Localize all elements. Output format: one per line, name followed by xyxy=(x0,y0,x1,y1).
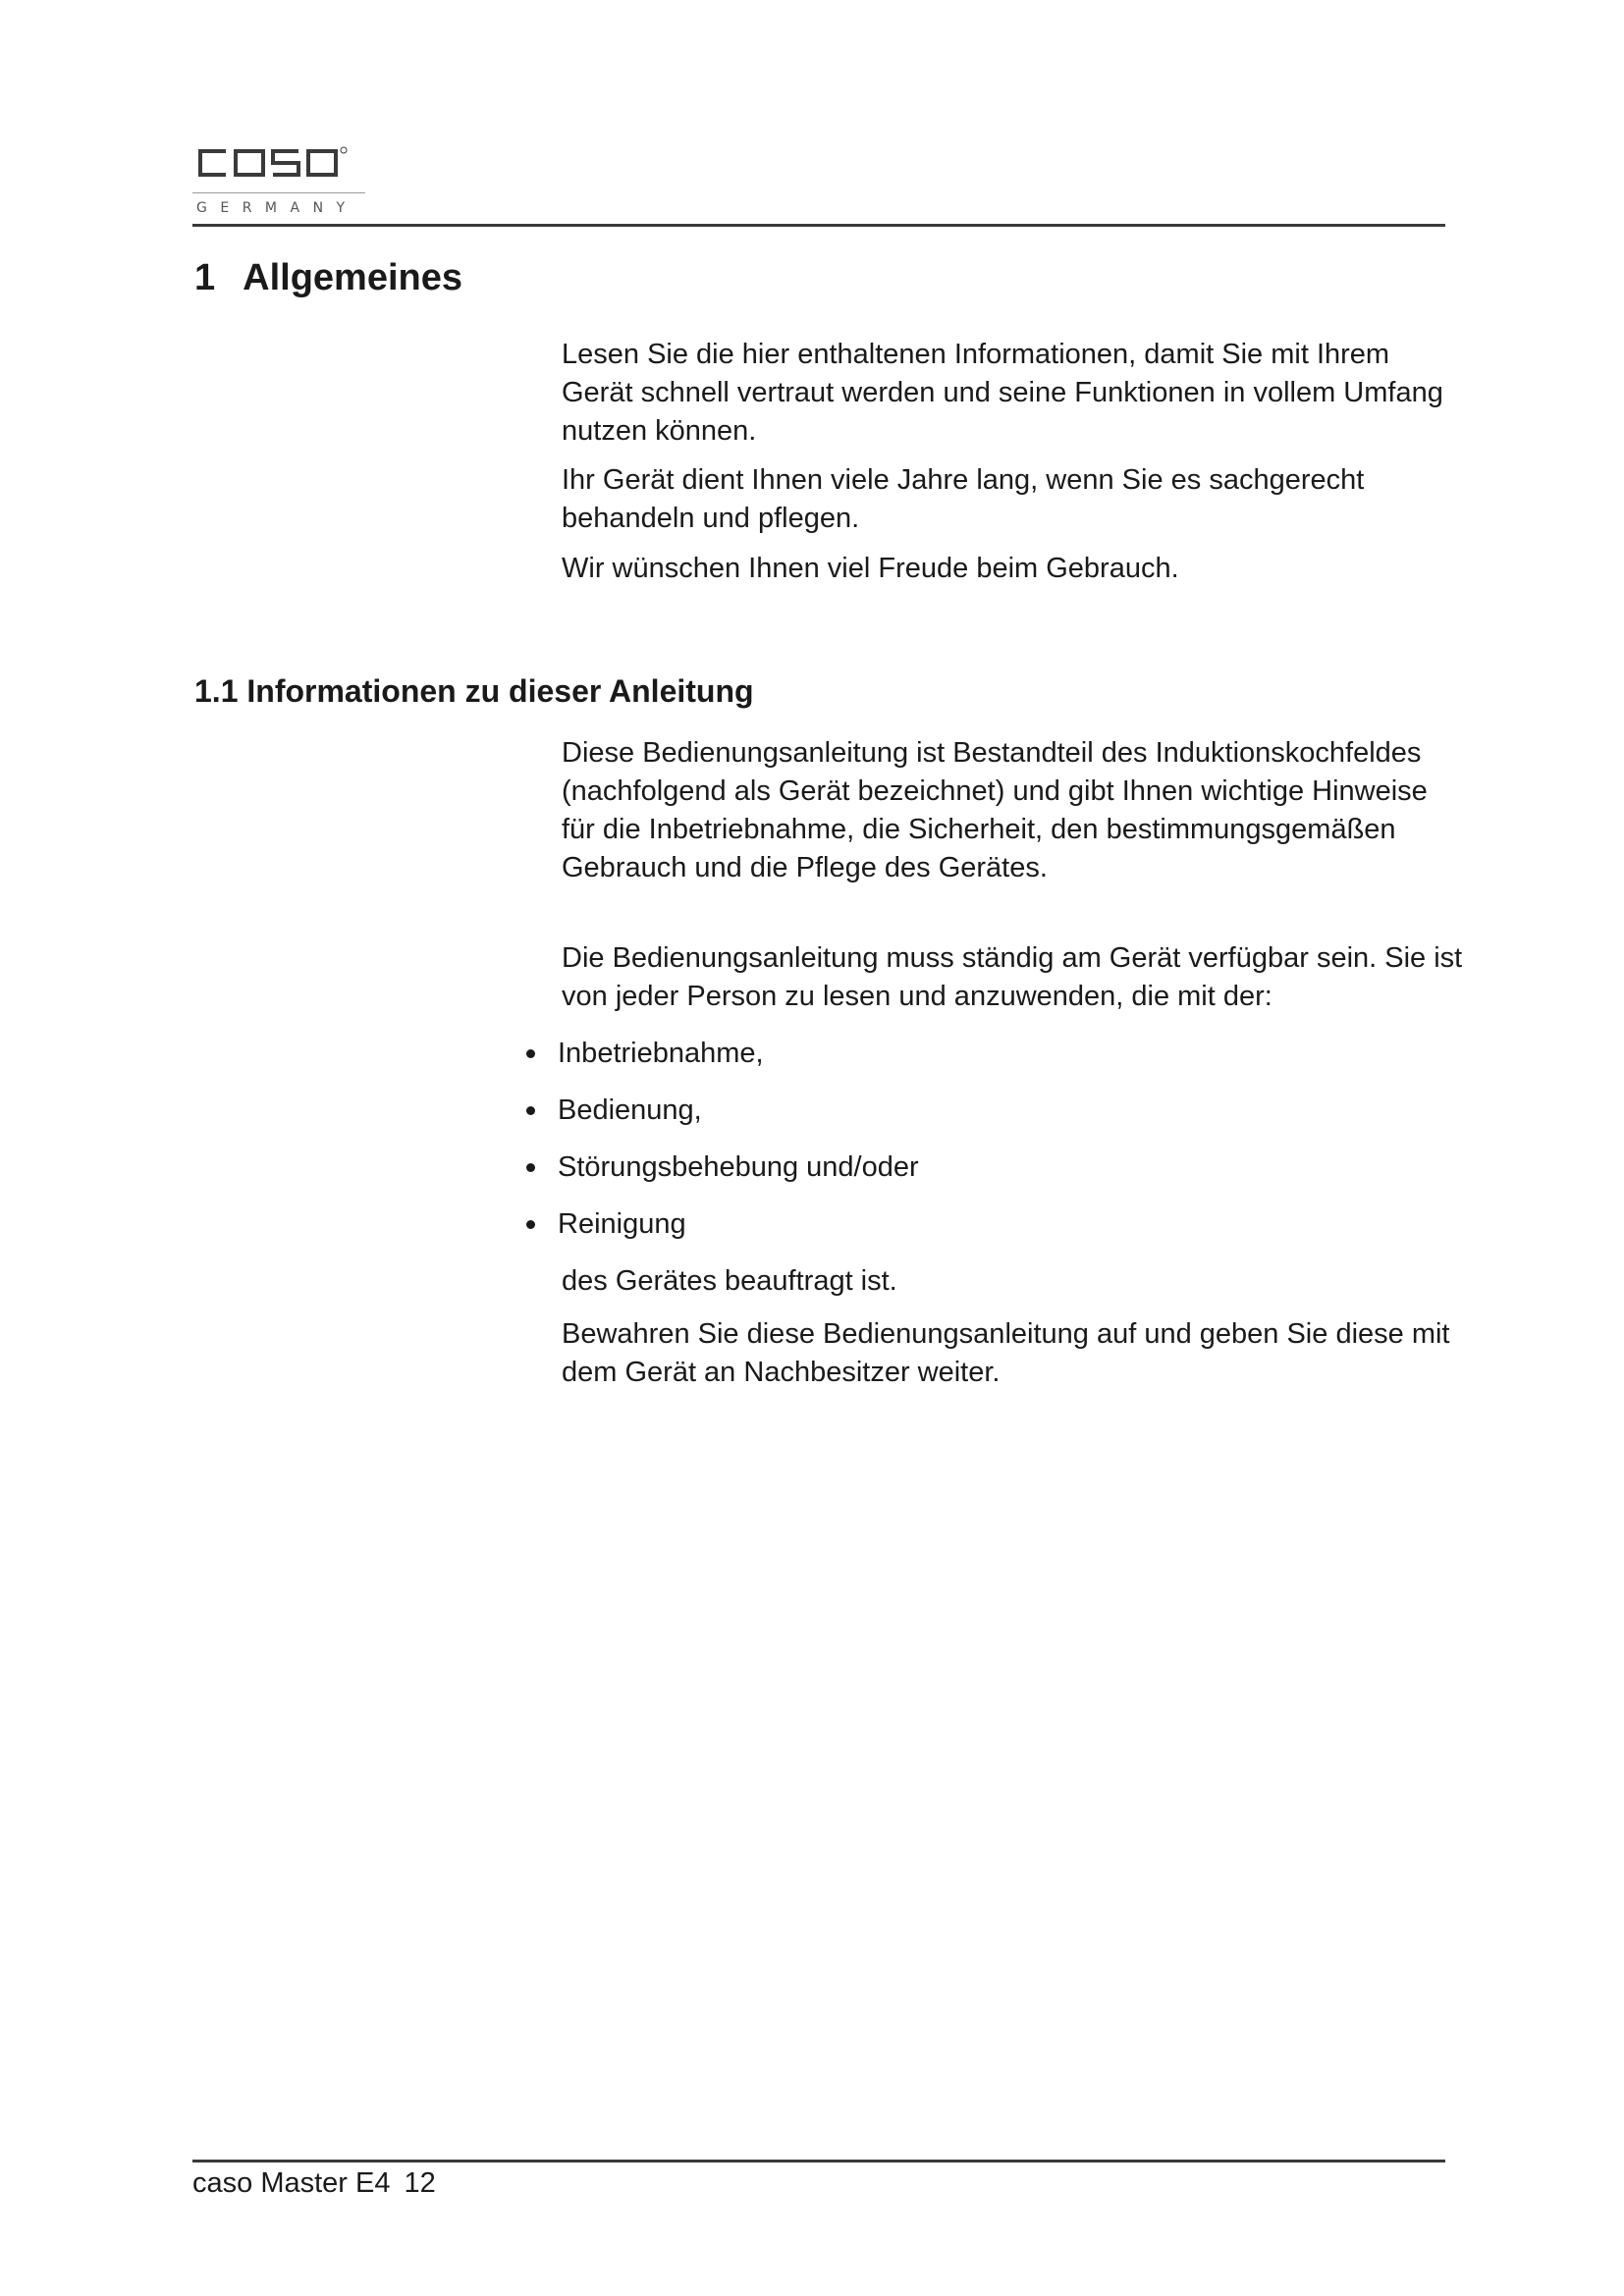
page-footer xyxy=(192,2167,436,2200)
list-item-text: Bedienung, xyxy=(558,1095,702,1126)
section-title: Allgemeines xyxy=(243,257,463,298)
list-item xyxy=(520,1148,919,1204)
list-item-text: Inbetriebnahme, xyxy=(558,1038,764,1069)
greeting-paragraph: Wir wünschen Ihnen viel Freude beim Gebrauch. xyxy=(562,553,1179,584)
keep-manual-paragraph: Bewahren Sie diese Bedienungsanleitung auf und geben Sie diese mit dem Gerät an Nachbesitzer weiter. xyxy=(562,1318,1450,1388)
header-rule xyxy=(192,224,1445,227)
logo-subtext: GERMANY xyxy=(196,200,358,216)
bullet-icon xyxy=(526,1220,535,1229)
list-item xyxy=(520,1034,919,1091)
logo-divider xyxy=(192,192,365,193)
manual-availability-paragraph: Die Bedienungsanleitung muss ständig am Gerät verfügbar sein. Sie ist von jeder Person zu lesen und anzuwenden, die mit der: xyxy=(562,942,1463,1012)
task-list xyxy=(520,1034,919,1261)
caso-logo xyxy=(192,143,379,222)
list-item-text: Reinigung xyxy=(558,1208,686,1240)
list-continuation: des Gerätes beauftragt ist. xyxy=(562,1265,897,1297)
page-number: 12 xyxy=(404,2167,436,2199)
intro-paragraph: Lesen Sie die hier enthaltenen Informationen, damit Sie mit Ihrem Gerät schnell vertraut werden und seine Funktionen in vollem Umfang nutzen können. xyxy=(562,339,1443,447)
section-heading-1-1: 1.1 Informationen zu dieser Anleitung xyxy=(194,673,754,709)
list-item-text: Störungsbehebung und/oder xyxy=(558,1151,919,1183)
manual-purpose-paragraph: Diese Bedienungsanleitung ist Bestandteil des Induktionskochfeldes (nachfolgend als Gerät bezeichnet) und gibt Ihnen wichtige Hinweise für die Inbetriebnahme, die Sicherheit, den bestimmungsgemäßen Gebrauch und die Pflege des Gerätes. xyxy=(562,737,1428,883)
section-number: 1 xyxy=(194,257,216,298)
bullet-icon xyxy=(526,1049,535,1058)
bullet-icon xyxy=(526,1106,535,1115)
caso-wordmark xyxy=(192,143,359,183)
section-heading-1 xyxy=(194,257,462,299)
footer-rule xyxy=(192,2160,1445,2163)
bullet-icon xyxy=(526,1163,535,1172)
list-item xyxy=(520,1091,919,1148)
list-item xyxy=(520,1204,919,1261)
footer-product: caso Master E4 xyxy=(192,2167,391,2199)
care-paragraph: Ihr Gerät dient Ihnen viele Jahre lang, wenn Sie es sachgerecht behandeln und pflegen. xyxy=(562,464,1365,534)
